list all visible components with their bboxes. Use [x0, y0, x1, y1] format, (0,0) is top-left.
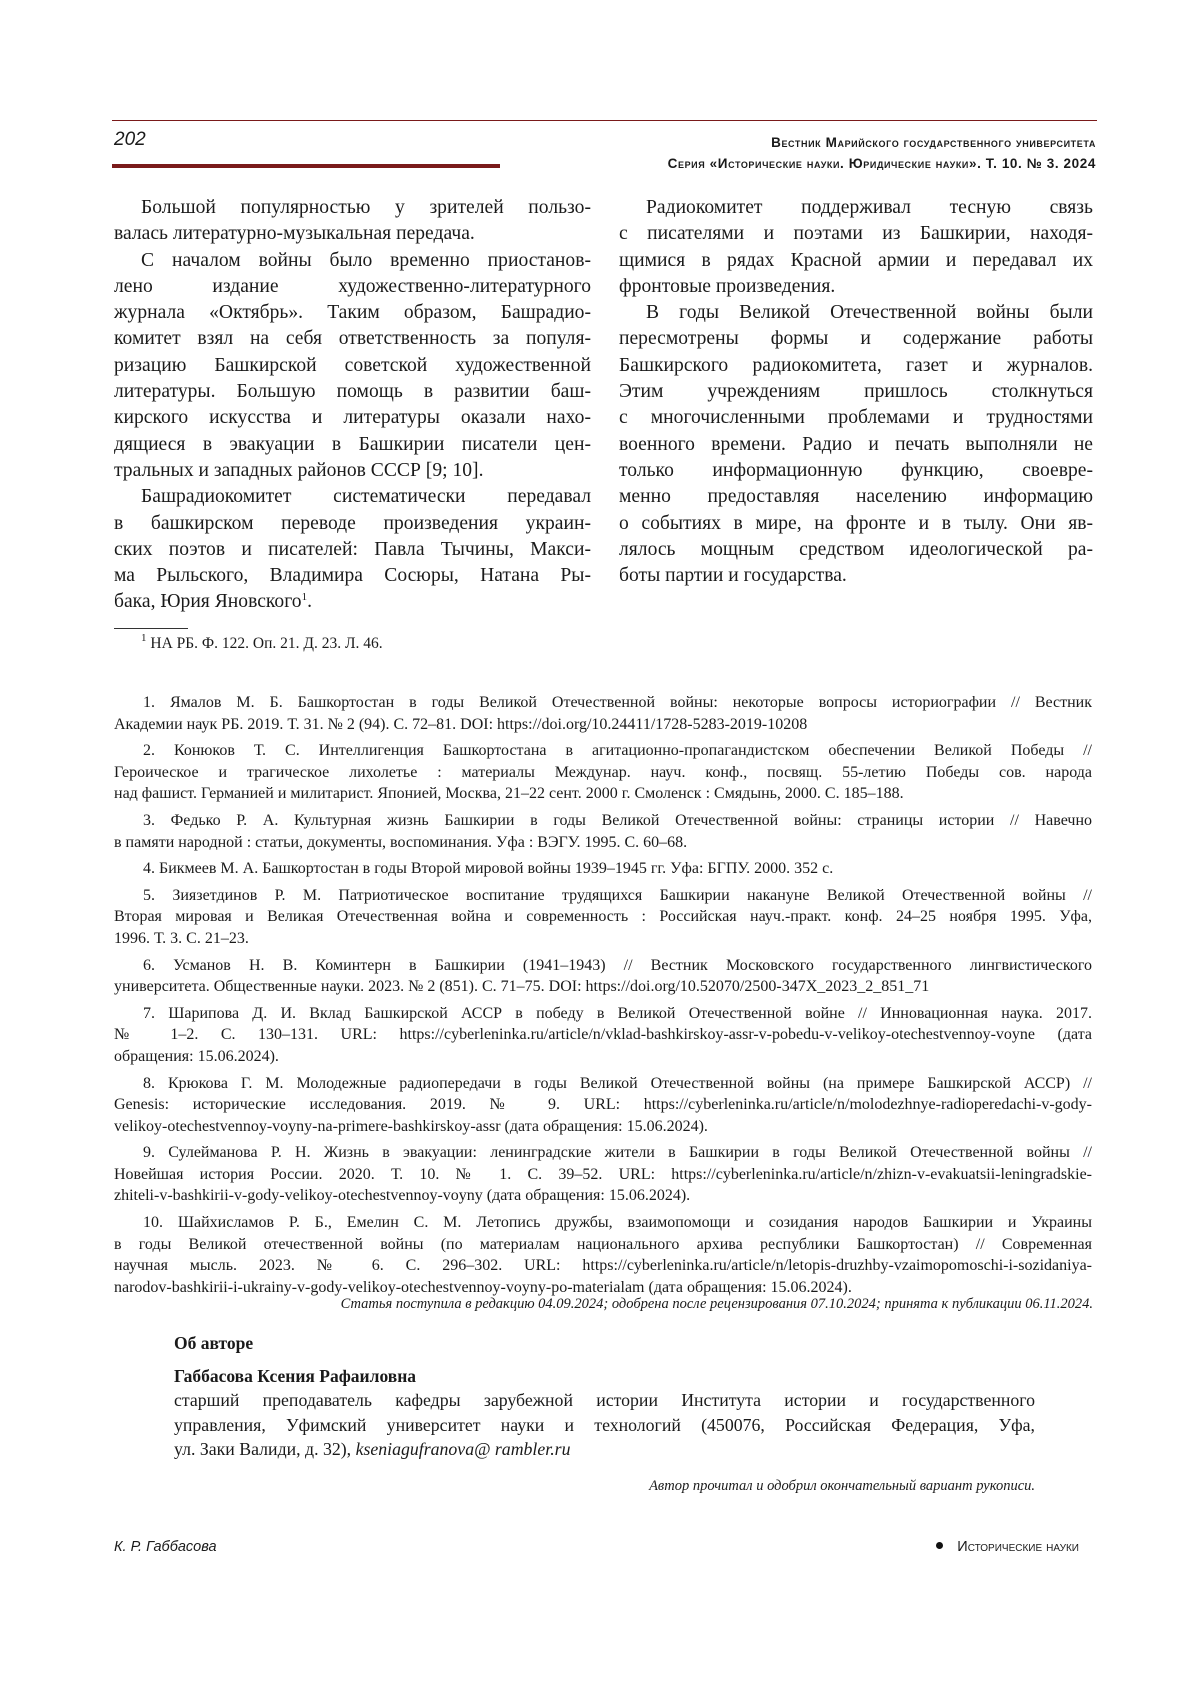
header-rule: [112, 120, 1097, 121]
reference-line: 7. Шарипова Д. И. Вклад Башкирской АССР в победу в Великой Отечественной войне // Инновационная наука. 2017.: [114, 1003, 1092, 1025]
reference-item: [114, 1142, 1092, 1207]
author-bio: [174, 1388, 1035, 1462]
reference-line: 5. Зиязетдинов Р. М. Патриотическое воспитание трудящихся Башкирии накануне Великой Отечественной войны //: [114, 885, 1092, 907]
reference-line: 1996. Т. 3. С. 21–23.: [114, 928, 1092, 950]
about-author-heading: Об авторе: [174, 1333, 253, 1354]
reference-item: [114, 740, 1092, 805]
footer-section: [936, 1539, 1079, 1555]
reference-line: над фашист. Германией и милитарист. Японией, Москва, 21–22 сент. 2000 г. Смоленск : Смядынь, 2000. С. 185–188.: [114, 783, 1092, 805]
reference-line: в годы Великой отечественной войны (по материалам национального архива республики Башкортостан) // Современная: [114, 1234, 1092, 1256]
body-text-line: ских поэтов и писателей: Павла Тычины, Макси-: [114, 537, 591, 563]
body-text-line: Радиокомитет поддерживал тесную связь: [619, 195, 1093, 221]
body-text-line: в башкирском переводе произведения украин-: [114, 511, 591, 537]
text-tail: .: [307, 591, 312, 612]
bio-address: ул. Заки Валиди, д. 32),: [174, 1439, 356, 1459]
body-text-line: менно предоставляя населению информацию: [619, 484, 1093, 510]
paragraph: [619, 195, 1093, 300]
body-text-line: комитет взял на себя ответственность за популя-: [114, 326, 591, 352]
body-text-line: военного времени. Радио и печать выполняли не: [619, 432, 1093, 458]
body-text-line: [114, 589, 591, 615]
reference-item: [114, 955, 1092, 998]
footer-section-label: Исторические науки: [957, 1539, 1079, 1555]
paragraph: [114, 248, 591, 485]
reference-line: zhiteli-v-bashkirii-v-gody-velikoy-otechestvennoy-voyny (дата обращения: 15.06.2024).: [114, 1185, 1092, 1207]
reference-line: 4. Бикмеев М. А. Башкортостан в годы Второй мировой войны 1939–1945 гг. Уфа: БГПУ. 2000. 352 с.: [114, 858, 1092, 880]
footnote-separator: [114, 628, 188, 629]
reference-item: [114, 810, 1092, 853]
footnote-text: НА РБ. Ф. 122. Оп. 21. Д. 23. Л. 46.: [150, 635, 382, 652]
author-name: Габбасова Ксения Рафаиловна: [174, 1366, 416, 1387]
body-text-line: только информационную функцию, своевре-: [619, 458, 1093, 484]
reference-line: narodov-bashkirii-i-ukrainy-v-gody-velikoy-otechestvennoy-voyny-po-materialam (дата обращения: 15.06.2024).: [114, 1277, 1092, 1299]
reference-line: 9. Сулейманова Р. Н. Жизнь в эвакуации: ленинградские жители в Башкирии в годы Великой Отечественной войны //: [114, 1142, 1092, 1164]
body-column-right: [619, 195, 1093, 589]
page-number: 202: [114, 129, 146, 151]
body-text-line: о событиях в мире, на фронте и в тылу. Они яв-: [619, 511, 1093, 537]
body-text-line: ма Рыльского, Владимира Сосюры, Натана Ры-: [114, 563, 591, 589]
body-text-line: журнала «Октябрь». Таким образом, Башрадио-: [114, 300, 591, 326]
body-text-line: щимися в рядах Красной армии и передавал их: [619, 248, 1093, 274]
footnote: [141, 635, 383, 653]
reference-item: [114, 1073, 1092, 1138]
paragraph: [114, 195, 591, 248]
bio-line: старший преподаватель кафедры зарубежной истории Института истории и государственного: [174, 1388, 1035, 1413]
reference-line: Героическое и трагическое лихолетье : материалы Междунар. науч. конф., посвящ. 55-летию Победы сов. народа: [114, 762, 1092, 784]
header-accent-bar: [112, 164, 500, 168]
reference-list: [114, 692, 1092, 1303]
paragraph: [619, 300, 1093, 589]
body-text-line: валась литературно-музыкальная передача.: [114, 221, 591, 247]
body-text-line: фронтовые произведения.: [619, 274, 1093, 300]
reference-line: velikoy-otechestvennoy-voyny-na-primere-bashkirskoy-assr (дата обращения: 15.06.2024).: [114, 1116, 1092, 1138]
body-text-line: кирского искусства и литературы оказали нахо-: [114, 405, 591, 431]
body-text-line: Башкирского радиокомитета, газет и журналов.: [619, 353, 1093, 379]
body-text-line: ризацию Башкирской советской художественной: [114, 353, 591, 379]
reference-line: обращения: 15.06.2024).: [114, 1046, 1092, 1068]
article-dates: Статья поступила в редакцию 04.09.2024; одобрена после рецензирования 07.10.2024; принята к публикации 06.11.2024.: [341, 1296, 1093, 1313]
reference-line: Новейшая история России. 2020. Т. 10. № 1. С. 39–52. URL: https://cyberleninka.ru/article/n/zhizn-v-evakuatsii-leningradskie-: [114, 1164, 1092, 1186]
body-text-line: лено издание художественно-литературного: [114, 274, 591, 300]
footnote-reference[interactable]: 1: [302, 591, 308, 603]
body-text-line: пересмотрены формы и содержание работы: [619, 326, 1093, 352]
body-text-line: литературы. Большую помощь в развитии баш-: [114, 379, 591, 405]
body-text-line: тральных и западных районов СССР [9; 10].: [114, 458, 591, 484]
reference-line: Genesis: исторические исследования. 2019. № 9. URL: https://cyberleninka.ru/article/n/molodezhnye-radioperedachi-v-gody-: [114, 1094, 1092, 1116]
reference-line: 8. Крюкова Г. М. Молодежные радиопередачи в годы Великой Отечественной войны (на примере Башкирской АССР) //: [114, 1073, 1092, 1095]
reference-line: 1. Ямалов М. Б. Башкортостан в годы Великой Отечественной войны: некоторые вопросы историографии // Вестник: [114, 692, 1092, 714]
reference-line: № 1–2. С. 130–131. URL: https://cyberleninka.ru/article/n/vklad-bashkirskoy-assr-v-pobedu-v-velikoy-otechestvennoy-voyne (дата: [114, 1024, 1092, 1046]
author-email[interactable]: kseniagufranova@ rambler.ru: [356, 1439, 571, 1459]
reference-line: в памяти народной : статьи, документы, воспоминания. Уфа : ВЭГУ. 1995. С. 60–68.: [114, 832, 1092, 854]
author-approval-note: Автор прочитал и одобрил окончательный вариант рукописи.: [649, 1478, 1035, 1495]
bullet-icon: [936, 1542, 943, 1549]
body-text-line: Этим учреждениям пришлось столкнуться: [619, 379, 1093, 405]
journal-series: Серия «Исторические науки. Юридические науки». Т. 10. № 3. 2024: [668, 156, 1096, 171]
reference-line: 3. Федько Р. А. Культурная жизнь Башкирии в годы Великой Отечественной войны: страницы истории // Навечно: [114, 810, 1092, 832]
body-text-line: с писателями и поэтами из Башкирии, находя-: [619, 221, 1093, 247]
footnote-number: 1: [141, 632, 147, 644]
body-text-line: Большой популярностью у зрителей пользо-: [114, 195, 591, 221]
body-text-line: С началом войны было временно приостанов-: [114, 248, 591, 274]
reference-item: [114, 692, 1092, 735]
reference-line: Вторая мировая и Великая Отечественная война и современность : Российская науч.-практ. конф. 24–25 ноября 1995. Уфа,: [114, 906, 1092, 928]
text-line-content: бака, Юрия Яновского: [114, 591, 302, 612]
footer-author: К. Р. Габбасова: [114, 1539, 217, 1555]
body-text-line: В годы Великой Отечественной войны были: [619, 300, 1093, 326]
reference-item: [114, 885, 1092, 950]
reference-item: [114, 1003, 1092, 1068]
body-column-left: [114, 195, 591, 616]
reference-line: Академии наук РБ. 2019. Т. 31. № 2 (94). С. 72–81. DOI: https://doi.org/10.24411/1728-5283-2019-10208: [114, 714, 1092, 736]
reference-line: 10. Шайхисламов Р. Б., Емелин С. М. Летопись дружбы, взаимопомощи и созидания народов Башкирии и Украины: [114, 1212, 1092, 1234]
paragraph: [114, 484, 591, 615]
body-text-line: боты партии и государства.: [619, 563, 1093, 589]
body-text-line: лялось мощным средством идеологической ра-: [619, 537, 1093, 563]
reference-item: [114, 1212, 1092, 1298]
body-text-line: с многочисленными проблемами и трудностями: [619, 405, 1093, 431]
body-text-line: дящиеся в эвакуации в Башкирии писатели цен-: [114, 432, 591, 458]
reference-item: [114, 858, 1092, 880]
bio-line: управления, Уфимский университет науки и технологий (450076, Российская Федерация, Уфа,: [174, 1413, 1035, 1438]
reference-line: 6. Усманов Н. В. Коминтерн в Башкирии (1941–1943) // Вестник Московского государственного лингвистического: [114, 955, 1092, 977]
journal-title: Вестник Марийского государственного университета: [771, 135, 1096, 150]
reference-line: 2. Конюков Т. С. Интеллигенция Башкортостана в агитационно-пропагандистском обеспечении Великой Победы //: [114, 740, 1092, 762]
bio-line: [174, 1437, 1035, 1462]
reference-line: университета. Общественные науки. 2023. № 2 (851). С. 71–75. DOI: https://doi.org/10.52070/2500-347X_2023_2_851_71: [114, 976, 1092, 998]
reference-line: научная мысль. 2023. № 6. С. 296–302. URL: https://cyberleninka.ru/article/n/letopis-druzhby-vzaimopomoschi-i-sozidaniya-: [114, 1255, 1092, 1277]
body-text-line: Башрадиокомитет систематически передавал: [114, 484, 591, 510]
